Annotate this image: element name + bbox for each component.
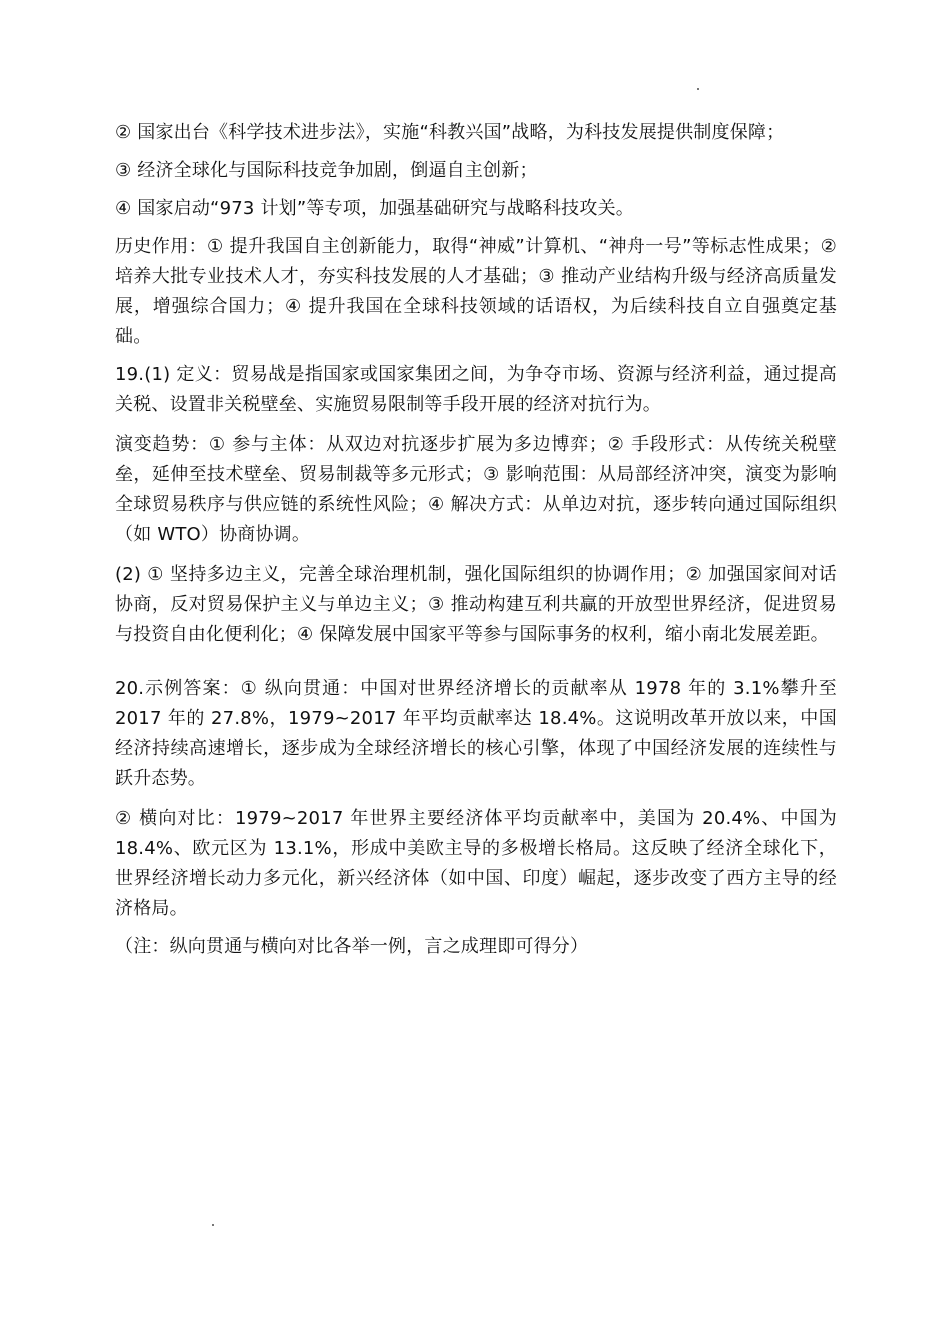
paragraph-historical-role: 历史作用：① 提升我国自主创新能力，取得“神威”计算机、“神舟一号”等标志性成果；② 培养大批专业技术人才，夯实科技发展的人才基础；③ 推动产业结构升级与经济高质量发展，增强综合国力；④ 提升我国在全球科技领域的话语权，为后续科技自立自强奠定基础。 [115,236,837,347]
paragraph-measure-2: ② 国家出台《科学技术进步法》，实施“科教兴国”战略，为科技发展提供制度保障； [115,122,785,143]
paragraph-measure-4: ④ 国家启动“973 计划”等专项，加强基础研究与战略科技攻关。 [115,198,634,219]
paragraph-note: （注：纵向贯通与横向对比各举一例，言之成理即可得分） [115,936,589,957]
paragraph-measure-3: ③ 经济全球化与国际科技竞争加剧，倒逼自主创新； [115,160,538,181]
scan-mark-top [697,88,699,90]
paragraph-q19-trend: 演变趋势：① 参与主体：从双边对抗逐步扩展为多边博弈；② 手段形式：从传统关税壁垒，延伸至技术壁垒、贸易制裁等多元形式；③ 影响范围：从局部经济冲突，演变为影响全球贸易秩序与供应链的系统性风险；④ 解决方式：从单边对抗，逐步转向通过国际组织（如 WTO）协商协调。 [115,434,837,545]
paragraph-q20-comparison: ② 横向对比：1979~2017 年世界主要经济体平均贡献率中，美国为 20.4%、中国为 18.4%、欧元区为 13.1%，形成中美欧主导的多极增长格局。这反映了经济全球化下，世界经济增长动力多元化，新兴经济体（如中国、印度）崛起，逐步改变了西方主导的经济格局。 [115,808,837,919]
answer-text [115,118,837,962]
paragraph-q20-answer: 20.示例答案：① 纵向贯通：中国对世界经济增长的贡献率从 1978 年的 3.1%攀升至 2017 年的 27.8%，1979~2017 年平均贡献率达 18.4%。这说明改革开放以来，中国经济持续高速增长，逐步成为全球经济增长的核心引擎，体现了中国经济发展的连续性与跃升态势。 [115,678,837,789]
paragraph-q19-part2: (2) ① 坚持多边主义，完善全球治理机制，强化国际组织的协调作用；② 加强国家间对话协商，反对贸易保护主义与单边主义；③ 推动构建互利共赢的开放型世界经济，促进贸易与投资自由化便利化；④ 保障发展中国家平等参与国际事务的权利，缩小南北发展差距。 [115,564,837,645]
scan-mark-bottom [212,1224,214,1226]
paragraph-q19-definition: 19.(1) 定义：贸易战是指国家或国家集团之间，为争夺市场、资源与经济利益，通过提高关税、设置非关税壁垒、实施贸易限制等手段开展的经济对抗行为。 [115,364,837,415]
